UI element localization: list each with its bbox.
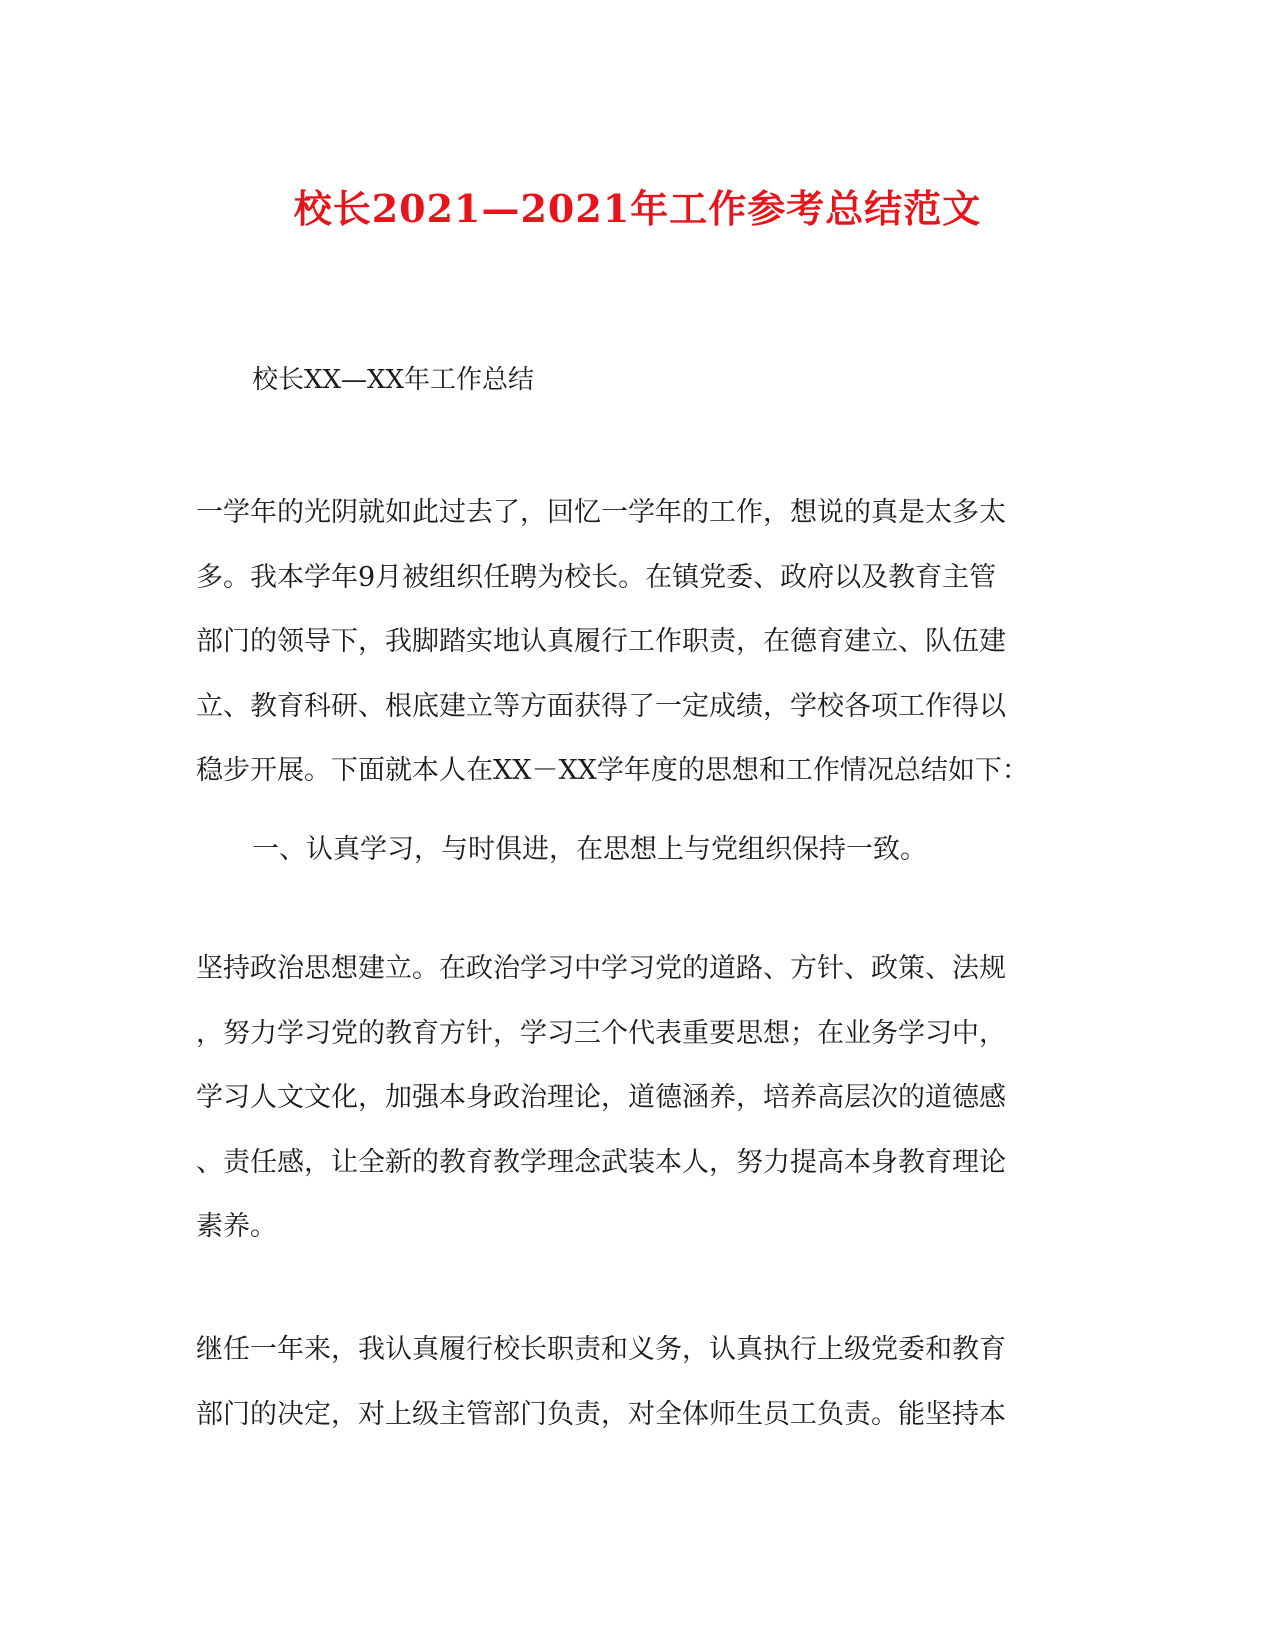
paragraph-line: 多。我本学年9月被组织任聘为校长。在镇党委、政府以及教育主管 [196, 561, 997, 593]
paragraph-line: 学习人文文化，加强本身政治理论，道德涵养，培养高层次的道德感 [196, 1082, 1006, 1113]
paragraph-line: 立、教育科研、根底建立等方面获得了一定成绩，学校各项工作得以 [196, 690, 1006, 722]
section-heading-text: 一、认真学习，与时俱进，在思想上与党组织保持一致。 [252, 834, 927, 865]
paragraph-line: 部门的决定，对上级主管部门负责，对全体师生员工负责。能坚持本 [196, 1398, 1006, 1430]
document-subtitle: 校长XX—XX年工作总结 [252, 365, 535, 395]
paragraph-political-study [196, 937, 1076, 1260]
paragraph-line: ，努力学习党的教育方针，学习三个代表重要思想；在业务学习中， [196, 1017, 1006, 1049]
paragraph-line: 稳步开展。下面就本人在XX－XX学年度的思想和工作情况总结如下： [196, 755, 1029, 786]
paragraph-intro [196, 481, 1076, 804]
paragraph-line: 继任一年来，我认真履行校长职责和义务，认真执行上级党委和教育 [196, 1334, 1006, 1365]
paragraph-line: 部门的领导下，我脚踏实地认真履行工作职责，在德育建立、队伍建 [196, 626, 1006, 657]
section-heading-1 [252, 818, 1076, 883]
paragraph-line: 一学年的光阴就如此过去了，回忆一学年的工作，想说的真是太多太 [196, 497, 1006, 528]
document-title: 校长2021—2021年工作参考总结范文 [293, 186, 982, 232]
paragraph-line: 坚持政治思想建立。在政治学习中学习党的道路、方针、政策、法规 [196, 953, 1006, 984]
paragraph-line: 素养。 [196, 1211, 277, 1242]
paragraph-duties [196, 1318, 1076, 1447]
paragraph-line: 、责任感，让全新的教育教学理念武装本人，努力提高本身教育理论 [196, 1146, 1006, 1178]
